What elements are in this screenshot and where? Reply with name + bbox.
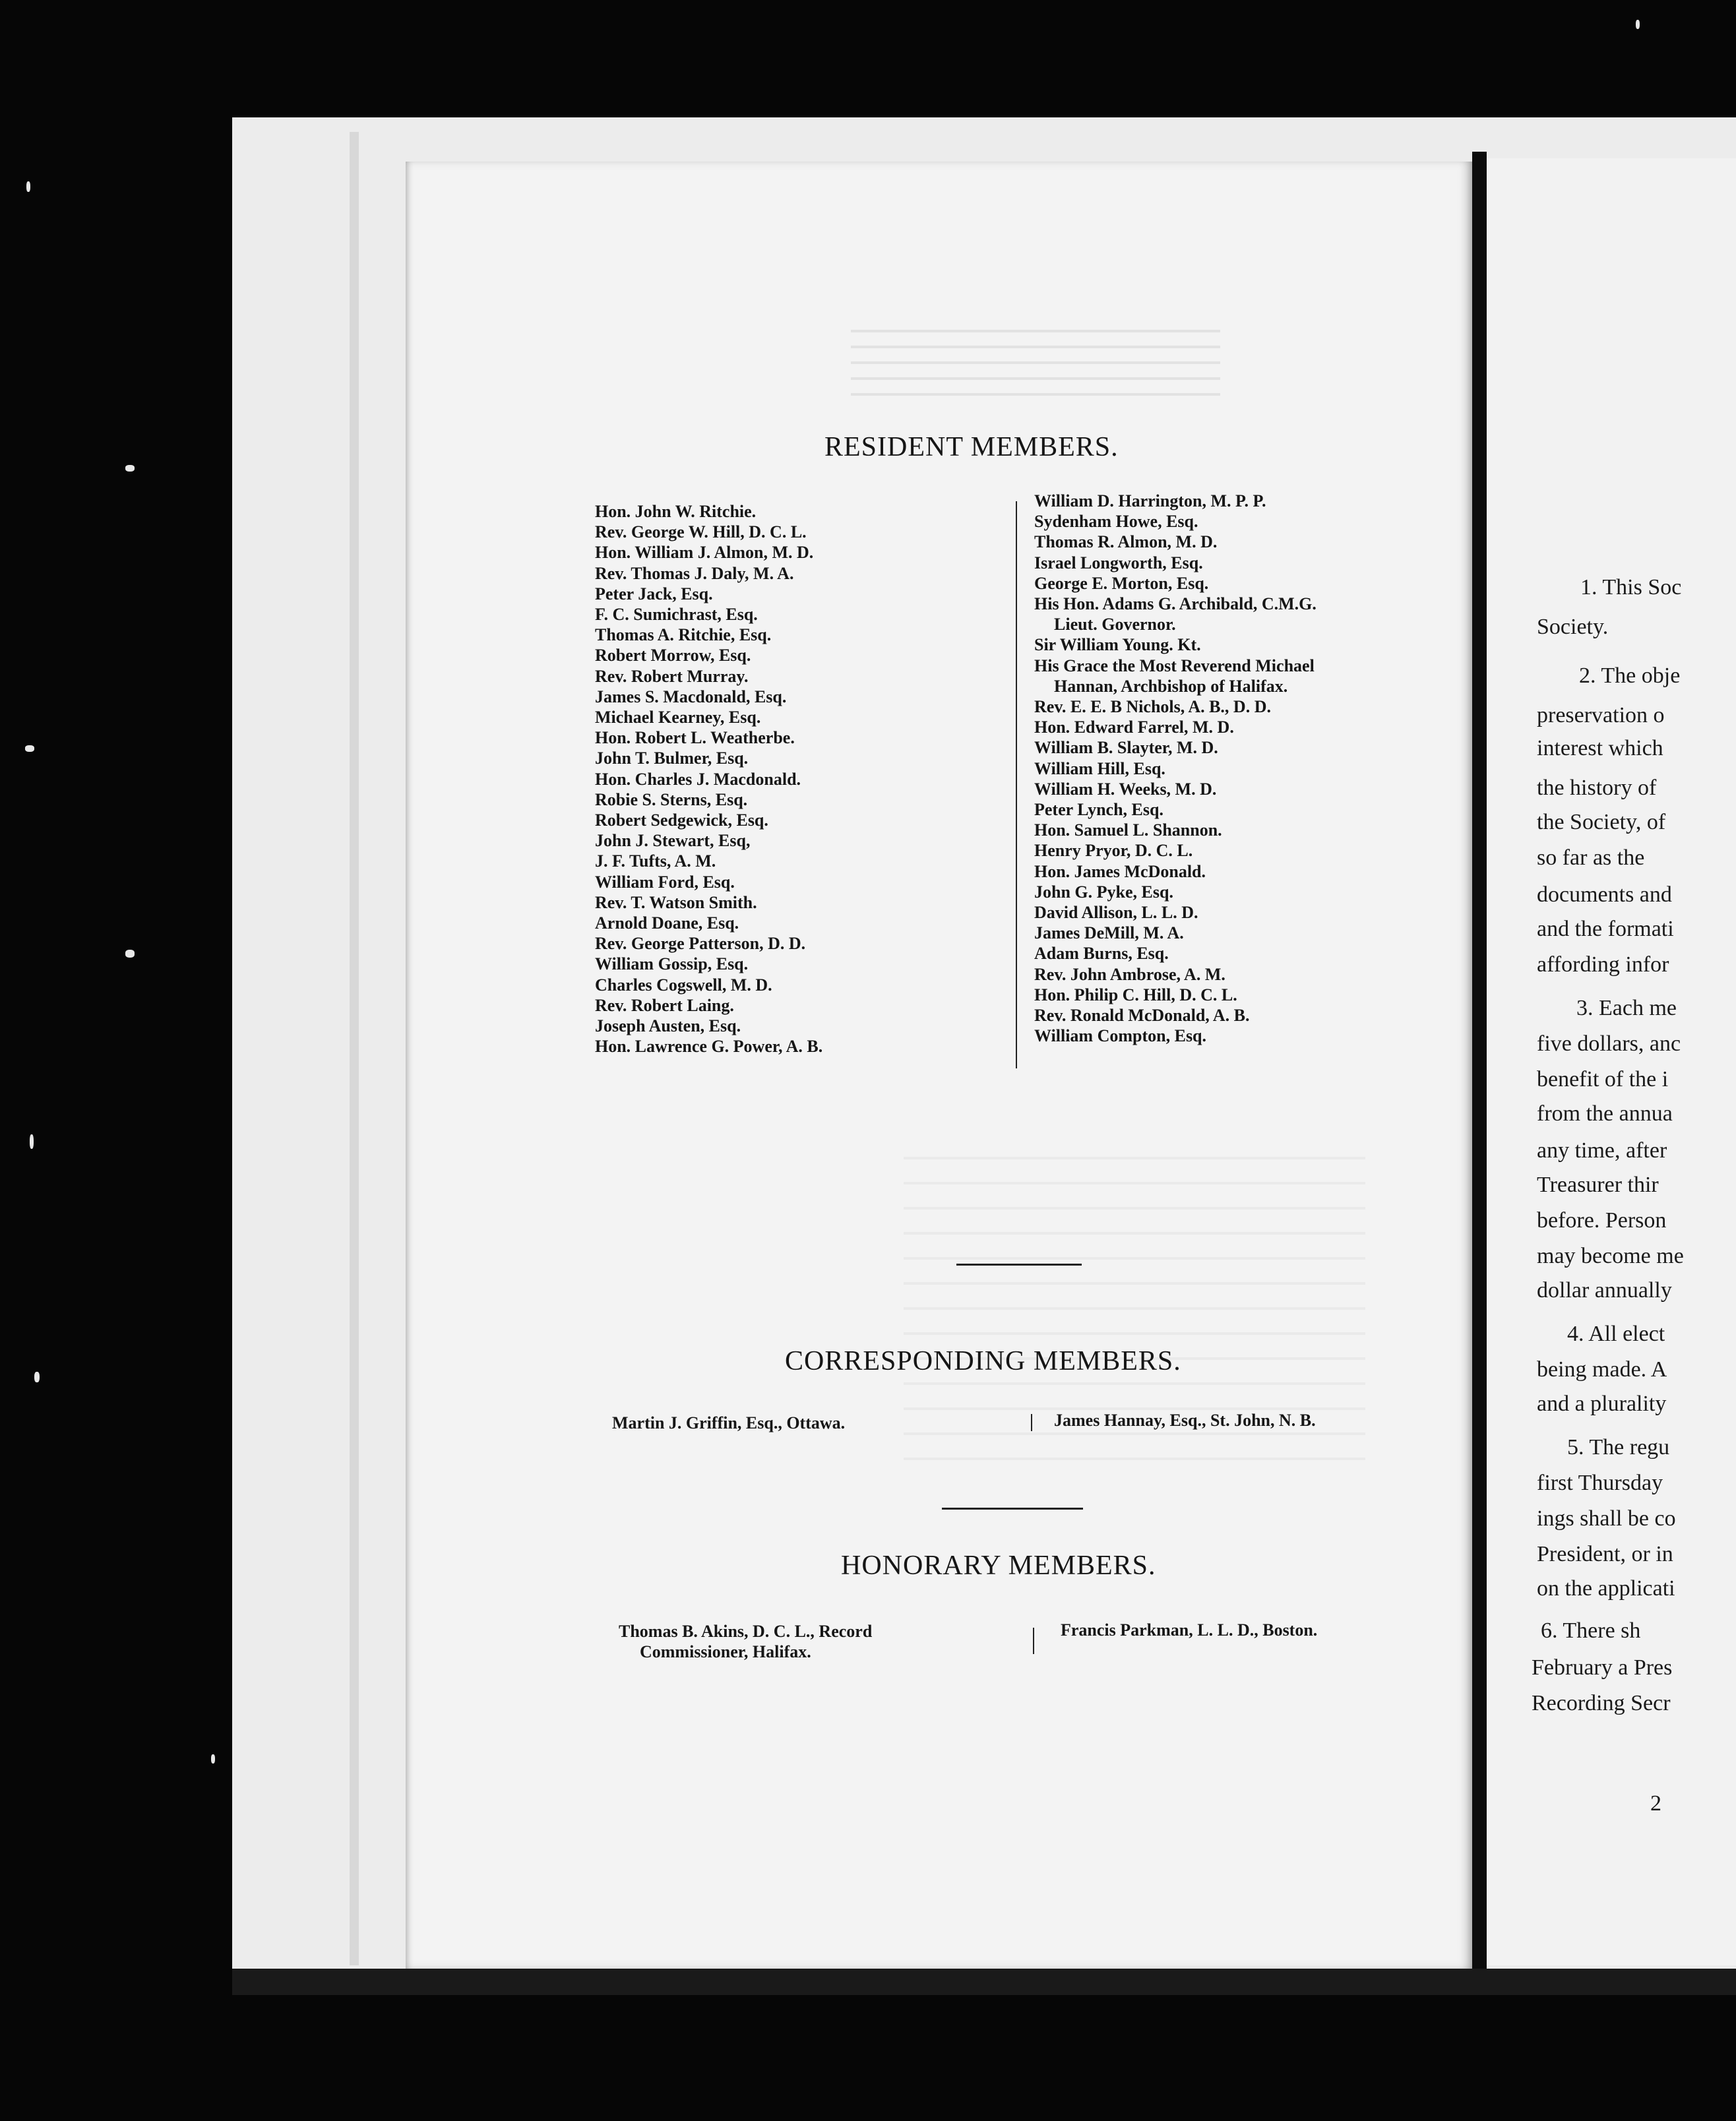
film-speck	[125, 950, 135, 958]
member-name: William Ford, Esq.	[595, 872, 735, 892]
member-name: J. F. Tufts, A. M.	[595, 851, 716, 871]
member-name: Sydenham Howe, Esq.	[1034, 512, 1198, 532]
facing-line: Society.	[1537, 615, 1609, 639]
film-speck	[125, 465, 135, 472]
honorary-member-left-line2: Commissioner, Halifax.	[640, 1642, 811, 1661]
facing-line: 4. All elect	[1567, 1322, 1665, 1346]
member-name: Peter Lynch, Esq.	[1034, 800, 1163, 820]
film-speck	[26, 181, 30, 192]
member-name: Hon. James McDonald.	[1034, 861, 1206, 881]
member-name: Robert Morrow, Esq.	[595, 646, 751, 665]
corresponding-member-left: Martin J. Griffin, Esq., Ottawa.	[612, 1413, 846, 1432]
member-name: Rev. E. E. B Nichols, A. B., D. D.	[1034, 697, 1271, 717]
facing-line: 5. The regu	[1567, 1435, 1670, 1460]
resident-members-heading: RESIDENT MEMBERS.	[824, 432, 1119, 462]
member-name: John J. Stewart, Esq,	[595, 831, 751, 851]
column-divider	[1016, 501, 1017, 1068]
member-name: Hon. William J. Almon, M. D.	[595, 543, 814, 563]
member-name: Hon. Robert L. Weatherbe.	[595, 728, 795, 748]
facing-line: documents and	[1537, 882, 1672, 907]
show-through-text	[851, 317, 1220, 396]
member-name: Rev. Thomas J. Daly, M. A.	[595, 563, 794, 583]
facing-line: on the applicati	[1537, 1576, 1675, 1601]
facing-line: any time, after	[1537, 1138, 1667, 1163]
facing-line: February a Pres	[1532, 1655, 1673, 1680]
member-name: Arnold Doane, Esq.	[595, 913, 739, 933]
facing-line: President, or in	[1537, 1542, 1673, 1566]
facing-line: being made. A	[1537, 1357, 1667, 1382]
column-divider	[1031, 1414, 1032, 1431]
honorary-member-right: Francis Parkman, L. L. D., Boston.	[1061, 1620, 1318, 1640]
member-name: Henry Pryor, D. C. L.	[1034, 841, 1193, 861]
facing-line: ings shall be co	[1537, 1506, 1676, 1531]
facing-line: and a plurality	[1537, 1392, 1667, 1416]
member-name: James S. Macdonald, Esq.	[595, 687, 787, 706]
facing-line: may become me	[1537, 1244, 1684, 1268]
member-name: Rev. T. Watson Smith.	[595, 892, 757, 912]
facing-line: 3. Each me	[1576, 996, 1677, 1020]
member-name: James DeMill, M. A.	[1034, 923, 1184, 943]
honorary-member-left	[619, 1621, 872, 1662]
section-divider	[942, 1508, 1083, 1510]
facing-line: from the annua	[1537, 1101, 1673, 1126]
facing-line: the history of	[1537, 776, 1657, 800]
facing-line: Recording Secr	[1532, 1691, 1671, 1715]
member-name: John G. Pyke, Esq.	[1034, 882, 1173, 902]
member-name: F. C. Sumichrast, Esq.	[595, 605, 758, 625]
member-name: Charles Cogswell, M. D.	[595, 975, 772, 995]
member-name: Rev. Robert Murray.	[595, 666, 749, 686]
member-name: David Allison, L. L. D.	[1034, 903, 1198, 923]
member-name: Rev. John Ambrose, A. M.	[1034, 964, 1225, 984]
facing-line: five dollars, anc	[1537, 1031, 1681, 1056]
corresponding-member-right: James Hannay, Esq., St. John, N. B.	[1054, 1411, 1316, 1430]
member-name: John T. Bulmer, Esq.	[595, 749, 749, 768]
member-name: William B. Slayter, M. D.	[1034, 738, 1218, 758]
resident-left-column	[595, 501, 822, 1057]
member-name: William H. Weeks, M. D.	[1034, 779, 1217, 799]
member-name: William Gossip, Esq.	[595, 954, 749, 974]
member-name: William Compton, Esq.	[1034, 1026, 1207, 1046]
bottom-shadow	[232, 1969, 1736, 1995]
facing-line: preservation o	[1537, 703, 1665, 727]
member-name: Michael Kearney, Esq.	[595, 708, 761, 727]
film-speck	[34, 1372, 40, 1382]
member-name-continuation	[1034, 614, 1317, 634]
facing-line: the Society, of	[1537, 810, 1666, 834]
facing-line: and the formati	[1537, 917, 1674, 941]
corresponding-members-heading: CORRESPONDING MEMBERS.	[785, 1346, 1181, 1376]
film-speck	[30, 1134, 34, 1149]
facing-line: dollar annually	[1537, 1278, 1672, 1303]
page-edge	[350, 132, 359, 1965]
column-divider	[1033, 1628, 1034, 1654]
film-speck	[1636, 20, 1640, 29]
member-name: Thomas R. Almon, M. D.	[1034, 532, 1218, 552]
member-name: Joseph Austen, Esq.	[595, 1016, 741, 1036]
member-name: Rev. George W. Hill, D. C. L.	[595, 522, 807, 542]
facing-line: so far as the	[1537, 845, 1645, 870]
honorary-members-heading: HONORARY MEMBERS.	[841, 1551, 1156, 1581]
facing-line: before. Person	[1537, 1208, 1667, 1233]
member-name: Hon. Lawrence G. Power, A. B.	[595, 1037, 823, 1057]
facing-line: first Thursday	[1537, 1471, 1663, 1495]
film-speck	[211, 1754, 215, 1764]
honorary-member-left-line1: Thomas B. Akins, D. C. L., Record	[619, 1622, 873, 1641]
member-name: His Grace the Most Reverend Michael	[1034, 656, 1315, 675]
member-name: Rev. George Patterson, D. D.	[595, 934, 806, 954]
member-name: Peter Jack, Esq.	[595, 584, 713, 603]
member-title: Hannan, Archbishop of Halifax.	[1054, 676, 1288, 696]
member-name: Rev. Robert Laing.	[595, 995, 734, 1015]
resident-right-column	[1034, 491, 1317, 1046]
facing-line: 1. This Soc	[1580, 575, 1682, 599]
member-name: William Hill, Esq.	[1034, 758, 1165, 778]
section-divider	[956, 1264, 1082, 1266]
facing-line: benefit of the i	[1537, 1067, 1669, 1091]
member-name: William D. Harrington, M. P. P.	[1034, 491, 1266, 510]
member-name: Hon. Charles J. Macdonald.	[595, 769, 801, 789]
facing-line: 6. There sh	[1541, 1618, 1641, 1643]
facing-line: interest which	[1537, 736, 1663, 760]
book-spine	[1472, 152, 1487, 1992]
member-name: His Hon. Adams G. Archibald, C.M.G.	[1034, 594, 1317, 614]
member-name: Robert Sedgewick, Esq.	[595, 811, 768, 830]
member-name: Robie S. Sterns, Esq.	[595, 789, 748, 809]
member-name: Hon. Samuel L. Shannon.	[1034, 820, 1222, 840]
member-name: Sir William Young. Kt.	[1034, 635, 1201, 655]
member-name: Adam Burns, Esq.	[1034, 944, 1169, 964]
member-name-continuation	[1034, 676, 1317, 696]
member-title: Lieut. Governor.	[1054, 615, 1176, 634]
facing-line: affording infor	[1537, 952, 1669, 977]
member-name: Hon. John W. Ritchie.	[595, 502, 757, 521]
member-name: George E. Morton, Esq.	[1034, 573, 1209, 593]
member-name: Hon. Philip C. Hill, D. C. L.	[1034, 985, 1237, 1004]
member-name: Israel Longworth, Esq.	[1034, 553, 1203, 572]
member-name: Hon. Edward Farrel, M. D.	[1034, 718, 1234, 737]
facing-line: Treasurer thir	[1537, 1173, 1659, 1197]
film-speck	[25, 745, 34, 752]
page-number: 2	[1650, 1791, 1661, 1816]
member-name: Rev. Ronald McDonald, A. B.	[1034, 1006, 1250, 1026]
facing-line: 2. The obje	[1579, 663, 1681, 688]
member-name: Thomas A. Ritchie, Esq.	[595, 625, 772, 645]
